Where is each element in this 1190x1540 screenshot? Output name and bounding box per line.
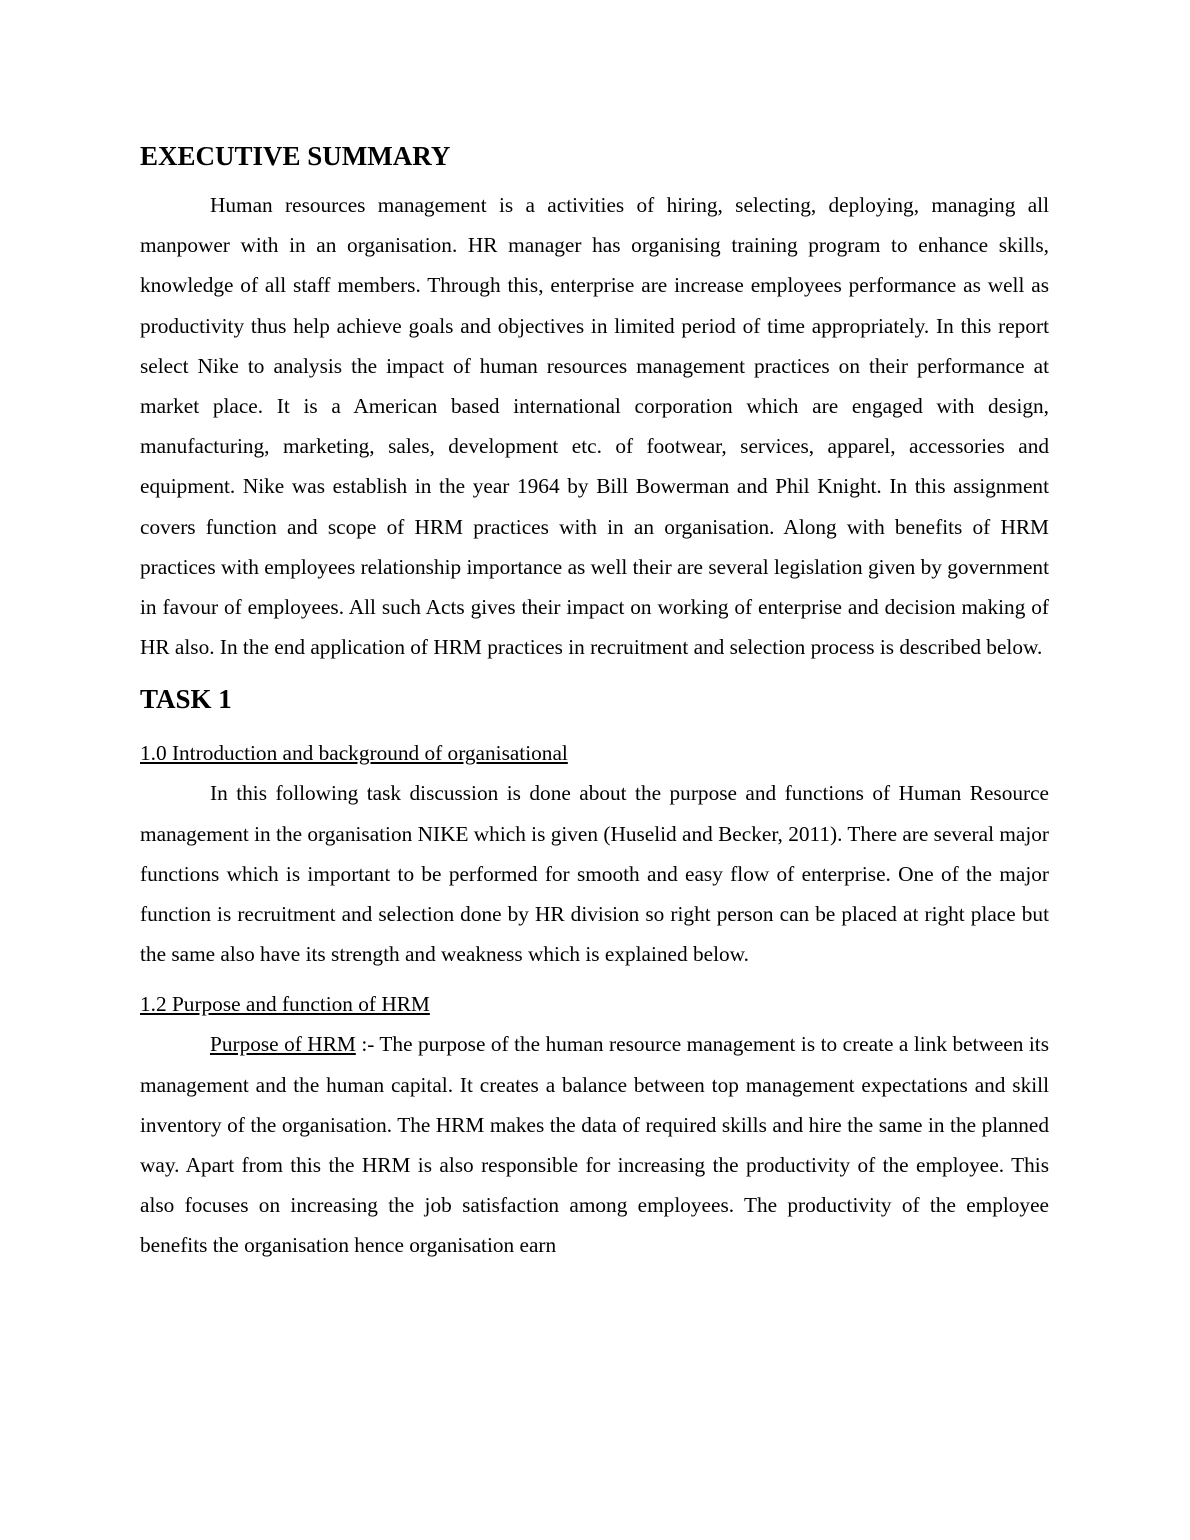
document-page: [140, 136, 1049, 1266]
section-1-0-paragraph: In this following task discussion is done about the purpose and functions of Human Resource management in the organisation NIKE which is given (Huselid and Becker, 2011). There are several major functions which is important to be performed for smooth and easy flow of enterprise. One of the major function is recruitment and selection done by HR division so right person can be placed at right place but the same also have its strength and weakness which is explained below.: [140, 781, 1049, 967]
purpose-of-hrm-label: Purpose of HRM: [210, 1032, 356, 1057]
section-1-0-title: 1.0 Introduction and background of organisational: [140, 741, 568, 766]
task1-heading: TASK 1: [140, 684, 232, 715]
section-1-2-title: 1.2 Purpose and function of HRM: [140, 992, 430, 1017]
section-1-2-paragraph: [140, 1024, 1049, 1265]
purpose-of-hrm-text: :- The purpose of the human resource management is to create a link between its management and the human capital. It creates a balance between top management expectations and skill inventory of the organisation. The HRM makes the data of required skills and hire the same in the planned way. Apart from this the HRM is also responsible for increasing the productivity of the employee. This also focuses on increasing the job satisfaction among employees. The productivity of the employee benefits the organisation hence organisation earn: [140, 1032, 1049, 1258]
executive-summary-heading: EXECUTIVE SUMMARY: [140, 141, 451, 171]
executive-summary-paragraph: Human resources management is a activities of hiring, selecting, deploying, managing all manpower with in an organisation. HR manager has organising training program to enhance skills, knowledge of all staff members. Through this, enterprise are increase employees performance as well as productivity thus help achieve goals and objectives in limited period of time appropriately. In this report select Nike to analysis the impact of human resources management practices on their performance at market place. It is a American based international corporation which are engaged with design, manufacturing, marketing, sales, development etc. of footwear, services, apparel, accessories and equipment. Nike was establish in the year 1964 by Bill Bowerman and Phil Knight. In this assignment covers function and scope of HRM practices with in an organisation. Along with benefits of HRM practices with employees relationship importance as well their are several legislation given by government in favour of employees. All such Acts gives their impact on working of enterprise and decision making of HR also. In the end application of HRM practices in recruitment and selection process is described below.: [140, 193, 1049, 660]
